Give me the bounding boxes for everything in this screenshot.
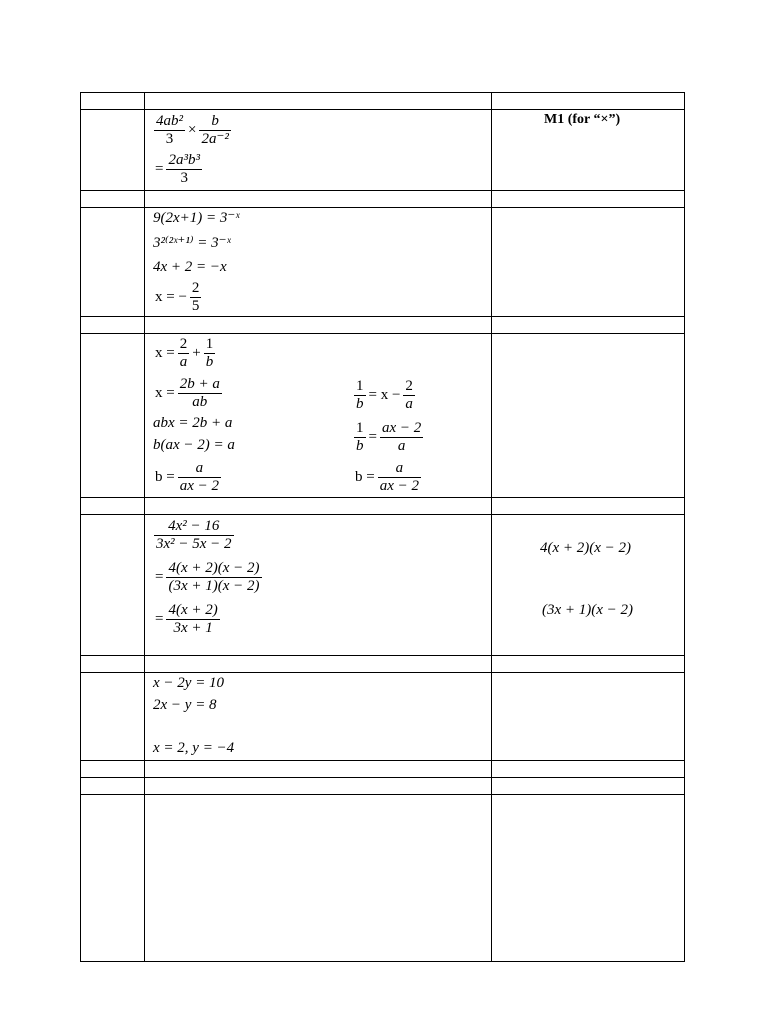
equals-sign: = [368,429,377,446]
table-row-empty [81,795,685,962]
working-line [153,336,216,372]
fraction [166,152,202,188]
table-row-q3 [81,334,685,498]
working-line: b(ax − 2) = a [153,437,235,453]
numerator: 1 [204,336,216,354]
table-cell [81,317,145,334]
fraction [154,518,234,554]
table-row [81,191,685,208]
alt-working-line [353,460,422,496]
lhs: b = [155,469,175,486]
fraction [199,113,230,149]
working-line [153,560,263,596]
table-cell [492,93,685,110]
table-cell [81,795,145,962]
numerator: 2b + a [178,376,222,394]
table-cell [81,498,145,515]
equals-sign: = [155,611,164,628]
working-line: abx = 2b + a [153,415,233,431]
fraction [204,336,216,372]
table-row [81,498,685,515]
table-cell [492,191,685,208]
plus-operator: + [192,345,201,362]
working-line: 4x + 2 = −x [153,259,227,275]
working-line [153,113,232,149]
table-cell [492,795,685,962]
numerator: a [378,460,421,478]
table-cell [145,317,492,334]
table-row [81,778,685,795]
fraction [403,378,415,414]
table-cell [81,93,145,110]
denominator: 5 [191,298,200,315]
numerator: 1 [354,420,366,438]
fraction [178,460,221,496]
table-cell [145,656,492,673]
table-cell [492,498,685,515]
denominator: ax − 2 [179,478,219,495]
numerator: 4ab² [154,113,185,131]
denominator: 3x + 1 [173,620,213,637]
fraction [166,602,219,638]
numerator: ax − 2 [380,420,423,438]
fraction [378,460,421,496]
mark-factorised-denominator: (3x + 1)(x − 2) [542,602,634,618]
table-cell [492,761,685,778]
numerator: 1 [354,378,366,396]
table-row [81,317,685,334]
denominator: b [356,396,364,413]
question-number-cell [81,110,145,191]
working-line: x − 2y = 10 [153,675,225,691]
table-cell [145,778,492,795]
table-row [81,761,685,778]
table-row [81,93,685,110]
denominator: a [179,354,188,371]
table-cell [145,761,492,778]
mark-cell [492,208,685,317]
lhs: x = [155,345,175,362]
working-line [153,460,222,496]
numerator: 2 [178,336,190,354]
numerator: b [199,113,230,131]
denominator: b [356,438,364,455]
working-cell [145,673,492,761]
mark-factorised-numerator: 4(x + 2)(x − 2) [540,540,632,556]
denominator: ax − 2 [379,478,419,495]
table-cell [81,778,145,795]
working-cell [145,334,492,498]
numerator: 4x² − 16 [154,518,234,536]
table-row-q5 [81,673,685,761]
working-line [153,602,221,638]
working-line [153,376,223,412]
working-line: 3²⁽²ˣ⁺¹⁾ = 3⁻ˣ [153,235,231,251]
table-cell [145,795,492,962]
table-row-q1 [81,110,685,191]
fraction [178,376,222,412]
table-cell [145,498,492,515]
working-cell [145,515,492,656]
mark-scheme-table [80,92,685,962]
mark-cell [492,515,685,656]
working-line [153,280,202,316]
working-line [153,518,235,554]
mark-cell [492,334,685,498]
lhs: x = [155,385,175,402]
denominator: ab [192,394,208,411]
numerator: 2 [190,280,202,298]
mark-text: M1 (for “×”) [544,112,621,127]
question-number-cell [81,334,145,498]
table-row-q2 [81,208,685,317]
question-number-cell [81,515,145,656]
table-cell [81,191,145,208]
working-cell [145,110,492,191]
fraction [354,420,366,456]
denominator: (3x + 1)(x − 2) [168,578,260,595]
lhs: b = [355,469,375,486]
fraction [154,113,185,149]
question-number-cell [81,208,145,317]
denominator: b [205,354,214,371]
mark-cell [492,110,685,191]
table-cell [145,191,492,208]
fraction [190,280,202,316]
denominator: 3 [165,131,174,148]
working-line [153,152,203,188]
fraction [380,420,423,456]
working-line: 2x − y = 8 [153,697,217,713]
table-cell [81,761,145,778]
denominator: 2a⁻² [201,131,229,148]
times-operator: × [188,122,197,139]
lhs: x = − [155,289,187,306]
table-row [81,656,685,673]
equals-sign: = [155,569,164,586]
table-cell [145,93,492,110]
numerator: 4(x + 2) [166,602,219,620]
working-line: x = 2, y = −4 [153,740,235,756]
fraction [178,336,190,372]
mid-expression: = x − [368,387,401,404]
table-row-q4 [81,515,685,656]
numerator: 2a³b³ [166,152,202,170]
fraction [354,378,366,414]
working-cell [145,208,492,317]
table-cell [492,317,685,334]
working-line: 9(2x+1) = 3⁻ˣ [153,210,240,226]
table-cell [81,656,145,673]
alt-working-line [353,378,416,414]
numerator: 4(x + 2)(x − 2) [166,560,261,578]
denominator: a [405,396,413,413]
question-number-cell [81,673,145,761]
fraction [166,560,261,596]
denominator: 3 [180,170,188,187]
table-cell [492,778,685,795]
denominator: 3x² − 5x − 2 [156,536,232,553]
table-cell [492,656,685,673]
denominator: a [397,438,406,455]
mark-cell [492,673,685,761]
numerator: 2 [403,378,415,396]
numerator: a [178,460,221,478]
alt-working-line [353,420,424,456]
equals-sign: = [155,161,164,178]
